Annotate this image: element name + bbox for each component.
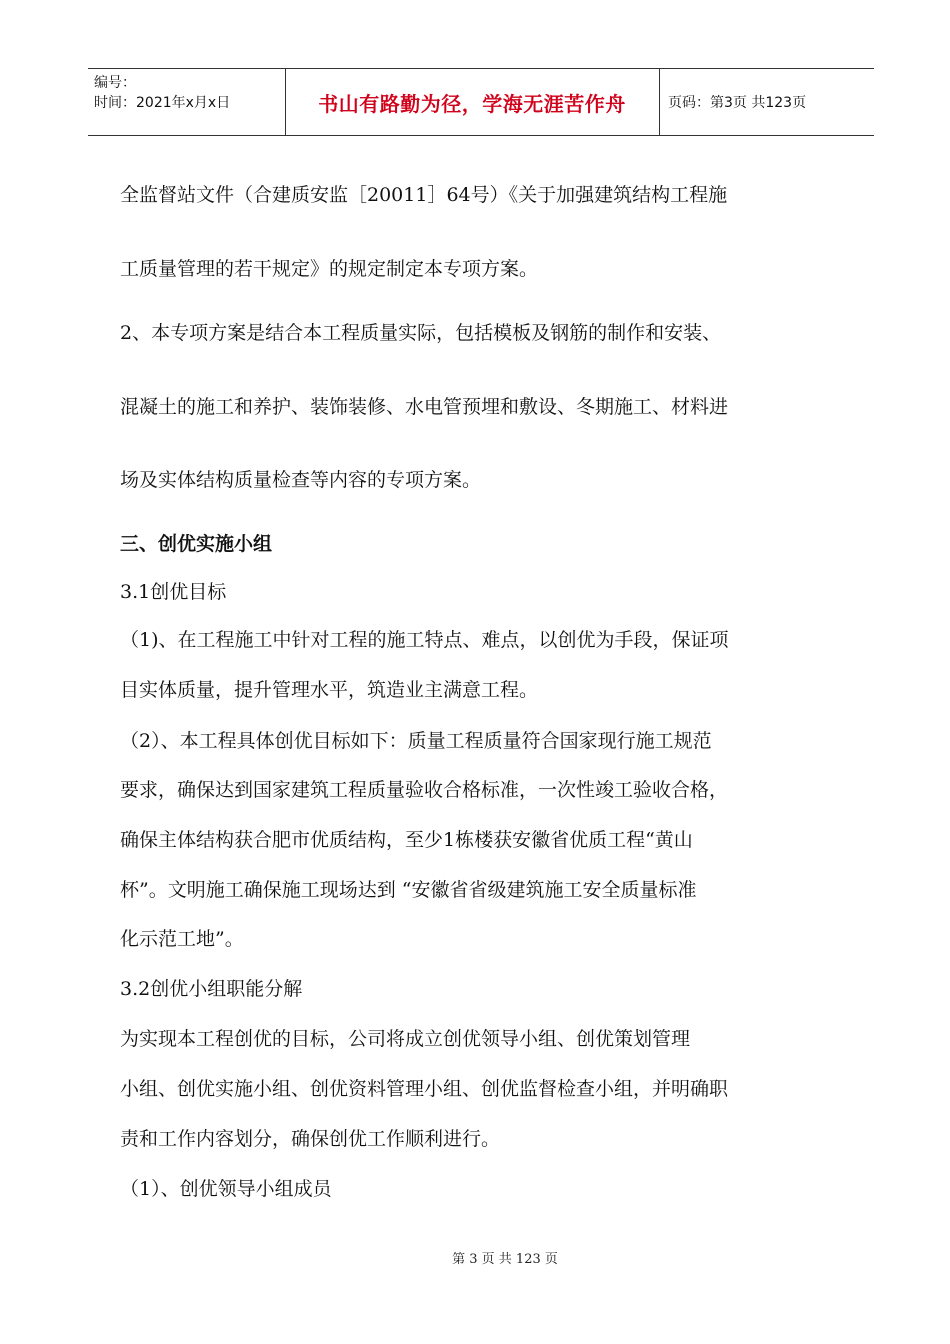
page-header (88, 68, 874, 136)
body-line: 杯”。文明施工确保施工现场达到 “安徽省省级建筑施工安全质量标准 (120, 879, 697, 901)
body-line: 2、本专项方案是结合本工程质量实际，包括模板及钢筋的制作和安装、 (120, 322, 722, 344)
body-line: 全监督站文件（合建质安监［20011］64号）《关于加强建筑结构工程施 (120, 184, 728, 206)
body-line: （1)、在工程施工中针对工程的施工特点、难点，以创优为手段，保证项 (120, 629, 729, 651)
body-line: 化示范工地”。 (120, 928, 244, 950)
page-footer: 第 3 页 共 123 页 (452, 1252, 558, 1267)
document-time-label: 时间：2021年x月x日 (94, 95, 231, 111)
section-heading: 三、创优实施小组 (120, 533, 273, 555)
body-line: 要求，确保达到国家建筑工程质量验收合格标准，一次性竣工验收合格， (120, 779, 729, 801)
body-line: （2）、本工程具体创优目标如下：质量工程质量符合国家现行施工规范 (120, 730, 712, 752)
body-line: 场及实体结构质量检查等内容的专项方案。 (120, 469, 482, 491)
header-motto: 书山有路勤为径，学海无涯苦作舟 (318, 91, 626, 116)
subsection-heading: 3.1创优目标 (120, 581, 227, 603)
body-line: 小组、创优实施小组、创优资料管理小组、创优监督检查小组，并明确职 (120, 1078, 729, 1100)
header-page-info: 页码：第3页 共123页 (668, 95, 807, 111)
body-line: 责和工作内容划分，确保创优工作顺利进行。 (120, 1128, 501, 1150)
body-line: 目实体质量，提升管理水平，筑造业主满意工程。 (120, 679, 539, 701)
header-meta (94, 73, 230, 113)
body-line: 工质量管理的若干规定》的规定制定本专项方案。 (120, 258, 539, 280)
header-divider-right (659, 69, 660, 135)
body-line: 混凝土的施工和养护、装饰装修、水电管预埋和敷设、冬期施工、材料进 (120, 396, 729, 418)
body-line: 为实现本工程创优的目标，公司将成立创优领导小组、创优策划管理 (120, 1028, 691, 1050)
body-line: 确保主体结构获合肥市优质结构，至少1栋楼获安徽省优质工程“黄山 (120, 829, 693, 851)
document-number-label: 编号： (94, 75, 136, 91)
subsection-heading: 3.2创优小组职能分解 (120, 978, 303, 1000)
body-line: （1）、创优领导小组成员 (120, 1178, 332, 1200)
